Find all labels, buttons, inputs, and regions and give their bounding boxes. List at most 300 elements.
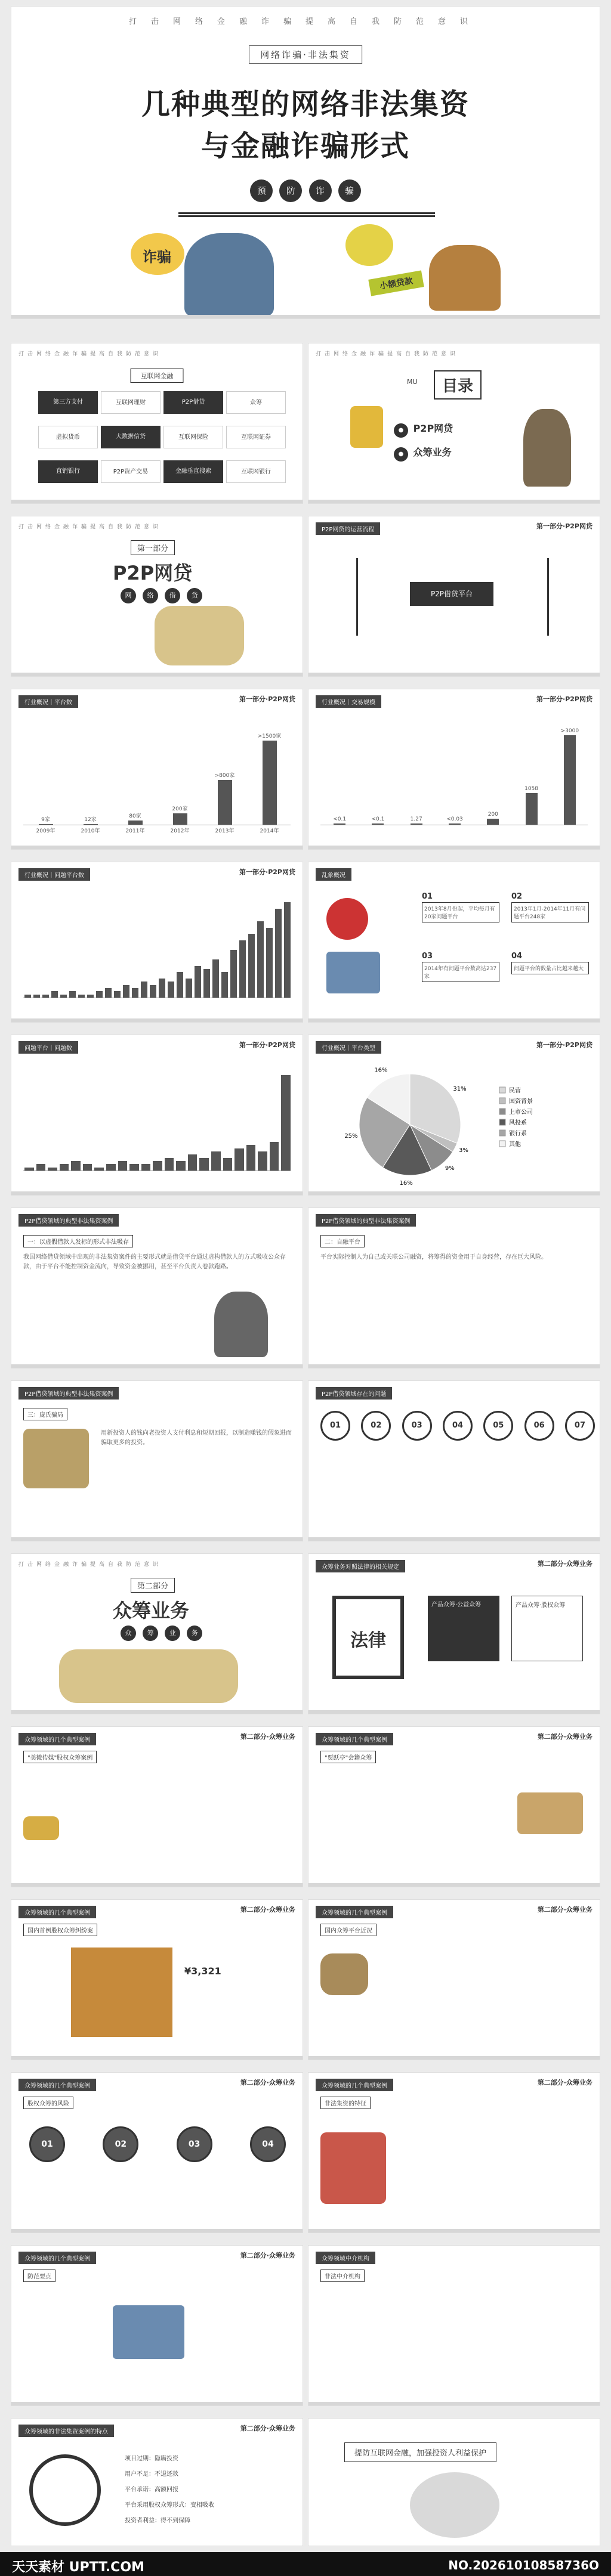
circle-row (320, 1411, 595, 1441)
legend-label: 民营 (509, 1088, 521, 1094)
typical3-sub: 三：庞氏骗局 (23, 1408, 67, 1420)
chart-bar (60, 995, 67, 998)
slide-header-tag: 众筹领域的几个典型案例 (18, 2079, 96, 2091)
platforms-chart-slide (11, 862, 303, 1023)
chart-bar (165, 1158, 174, 1171)
house-coins-icon (517, 1792, 583, 1834)
end-text: 提防互联网金融，加强投资人利益保护 (344, 2442, 496, 2462)
finance-item: 直销银行 (38, 460, 98, 483)
chart-bar (96, 991, 103, 998)
crowd9-item: 项目过期：隐瞒投资 (125, 2456, 178, 2462)
circle-num: 02 (103, 2126, 138, 2162)
chart-bar (123, 985, 129, 998)
risk-text: 2014年有问题平台数高达237家 (422, 962, 499, 982)
chart-bar (411, 823, 422, 825)
chart-bar (223, 1158, 233, 1171)
toc-item-label: P2P网贷 (413, 423, 453, 434)
chart-bar (87, 995, 94, 998)
chart-bar (230, 950, 237, 998)
part2-label: 第二部分 (131, 1578, 175, 1593)
shattered-icon (410, 2472, 499, 2538)
slide-header-tag: 行业概况｜平台类型 (316, 1041, 381, 1054)
pie-chart-slide (308, 1035, 600, 1196)
chart-bar (218, 780, 232, 825)
typical2-slide (308, 1208, 600, 1368)
typical1-slide (11, 1208, 303, 1368)
part-tag: 第一部分·P2P网贷 (536, 522, 593, 530)
chart-bar (195, 966, 201, 998)
chart-bar (33, 995, 40, 998)
toc-item-1 (392, 421, 453, 438)
pill: 防 (279, 179, 302, 202)
part-tag: 第二部分·众筹业务 (240, 2079, 295, 2086)
finance-item: 虚拟货币 (38, 426, 98, 448)
part-tag: 第二部分·众筹业务 (537, 2079, 593, 2086)
risk-item (422, 952, 499, 982)
bar-value-label: 200 (487, 812, 498, 818)
flow-line-left (356, 558, 358, 636)
footer-bar (308, 2229, 600, 2233)
con-man-icon (184, 233, 274, 317)
footer-bar (308, 500, 600, 503)
bar-value-label: 1.27 (410, 816, 422, 822)
p2p-center-box: P2P借贷平台 (410, 582, 493, 606)
bar-value-label: <0.1 (371, 816, 385, 822)
chart-bar (24, 1168, 34, 1171)
chart-bar (94, 1168, 104, 1171)
finance-item: P2P资产交易 (101, 460, 161, 483)
footer-bar (11, 673, 303, 676)
chart-bar (69, 991, 76, 998)
circle-num: 01 (29, 2126, 65, 2162)
crowd6-slide (308, 2072, 600, 2233)
toc-item-label: 众筹业务 (413, 447, 452, 458)
chart-bar (36, 1164, 46, 1171)
pill: 骗 (338, 179, 361, 202)
problem-platform-chart (23, 892, 291, 998)
computer-man-icon (23, 1429, 89, 1488)
cover-title-line1: 几种典型的网络非法集资 (141, 88, 470, 121)
chart-bar (132, 988, 138, 998)
legend-label: 国资背景 (509, 1098, 533, 1105)
slide-header-tag: 行业概况｜平台数 (18, 695, 78, 708)
risk-item (511, 952, 589, 974)
end-slide (308, 2418, 600, 2546)
part1-label: 第一部分 (131, 540, 175, 555)
finance-item: 互联网保险 (163, 426, 223, 448)
risk-item (422, 892, 499, 922)
part-tag: 第二部分·众筹业务 (240, 1906, 295, 1914)
circle-num: 07 (565, 1411, 595, 1441)
part-tag: 第一部分·P2P网贷 (239, 695, 295, 703)
circle-num: 01 (320, 1411, 350, 1441)
angry-face-icon (345, 224, 393, 266)
chart-bar (186, 979, 192, 998)
footer-bar (11, 2229, 303, 2233)
crowd-law-slide (308, 1553, 600, 1714)
pill: 络 (143, 588, 158, 603)
chart-bar (60, 1164, 69, 1171)
footer-bar (11, 500, 303, 503)
pill: 贷 (187, 588, 202, 603)
part1-pill-row (119, 588, 204, 603)
pie-label: 16% (374, 1067, 388, 1074)
crowd9-list (125, 2451, 214, 2529)
chart-bar (334, 823, 345, 825)
slide-header-tag: P2P借贷领域的典型非法集资案例 (316, 1214, 416, 1227)
risk-num: 01 (422, 892, 433, 901)
finance-item: P2P借贷 (163, 391, 223, 414)
pill: 诈 (309, 179, 332, 202)
platform-type-pie (308, 1056, 600, 1193)
part-tag: 第二部分·众筹业务 (240, 2425, 295, 2432)
crowd1-sub: "美微传媒"股权众筹案例 (23, 1751, 97, 1763)
footer-bar (11, 846, 303, 849)
finance-item: 互联网理财 (101, 391, 161, 414)
legend-swatch (499, 1119, 505, 1125)
bar-category-label: 2012年 (170, 828, 190, 834)
crowd6-sub: 非法集资的特征 (320, 2097, 371, 2109)
typical2-text: 平台实际控制人为自己或关联公司融资，将筹得的资金用于自身经营，存在巨大风险。 (320, 1254, 547, 1261)
footer-bar (11, 1018, 303, 1022)
footer-bar (11, 2056, 303, 2060)
bar-value-label: >800家 (214, 773, 235, 779)
risk-info-slide (308, 862, 600, 1023)
part-tag: 第二部分·众筹业务 (240, 2252, 295, 2259)
cover-title-line2: 与金融诈骗形式 (200, 129, 410, 163)
bar-value-label: 9家 (41, 817, 50, 823)
finance-item: 互联网银行 (226, 460, 286, 483)
bar-value-label: 12家 (84, 816, 97, 823)
bar-value-label: 80家 (129, 813, 141, 819)
footer-bar (11, 1537, 303, 1541)
chart-bar (153, 1161, 162, 1171)
risk-text: 2013年1月-2014年11月有问题平台248家 (511, 902, 589, 922)
gold-coin-icon (23, 1816, 59, 1840)
chart-bar (83, 1164, 92, 1171)
footer-bar (308, 1191, 600, 1195)
flow-line-right (547, 558, 549, 636)
cover-bubble-left: 诈骗 (143, 249, 171, 265)
crowd8-slide (308, 2245, 600, 2406)
legend-swatch (499, 1098, 505, 1104)
fraud-scene-icon (155, 606, 244, 665)
legend-swatch (499, 1141, 505, 1147)
chart-bar (141, 1164, 151, 1171)
part2-slide (11, 1553, 303, 1714)
computer-icon (326, 952, 380, 993)
chart-bar (84, 824, 98, 825)
finance-item: 大数据信贷 (101, 426, 161, 448)
slide-header-tag: P2P网贷的运营流程 (316, 522, 380, 535)
crowd2-sub: "贾跃亭"会籍众筹 (320, 1751, 376, 1763)
typical3-slide (11, 1380, 303, 1541)
chart-bar (42, 995, 49, 998)
chart-bar (266, 928, 273, 998)
footer-bar (308, 673, 600, 676)
chart-bar (564, 735, 576, 825)
footer-bar (308, 1018, 600, 1022)
finance-item: 第三方支付 (38, 391, 98, 414)
problem-count-chart (23, 1065, 291, 1171)
crowd1-slide (11, 1726, 303, 1887)
cover-pill-row (11, 179, 600, 202)
crowd9-slide (11, 2418, 303, 2546)
toc-bullet-icon: ● (394, 447, 408, 462)
legend-label: 上市公司 (509, 1109, 533, 1116)
chart-bar (173, 813, 187, 825)
crowd8-sub: 非法中介机构 (320, 2270, 365, 2282)
slide-header-tag: 众筹领域的非法集资案例的特点 (18, 2425, 114, 2437)
computer-icon (113, 2305, 184, 2359)
toc-slide (308, 343, 600, 504)
pill: 务 (187, 1626, 202, 1641)
industry-chart1-slide (11, 689, 303, 850)
crowd9-item: 平台采用股权众筹形式：变相吸收 (125, 2502, 214, 2509)
problems-chart-slide (11, 1035, 303, 1196)
chart-bar (168, 982, 174, 998)
slide-header-tag: 行业概况｜交易规模 (316, 695, 381, 708)
risk-text: 2013年8月份起，平均每月有20家问题平台 (422, 902, 499, 922)
toc-lock-icon (350, 406, 383, 448)
chart-bar (105, 988, 112, 998)
crowd9-item: 用户不足：不退还款 (125, 2471, 178, 2478)
toc-title: 目录 (434, 370, 482, 400)
legend-label: 其他 (509, 1141, 521, 1148)
cover-top-banner: 打击网络金融诈骗提高自我防范意识 (128, 17, 482, 26)
pie-label: 16% (399, 1179, 413, 1187)
bar-value-label: 1058 (524, 786, 539, 792)
risk-num: 03 (422, 952, 433, 961)
pie-label: 9% (445, 1165, 455, 1172)
pie-label: 3% (459, 1147, 468, 1154)
chart-bar (248, 934, 255, 998)
footer-bar (11, 315, 600, 318)
footer-bar (308, 1537, 600, 1541)
chart-bar (176, 1161, 186, 1171)
crowd3-price: ¥3,321 (184, 1965, 221, 1977)
footer-bar (11, 1364, 303, 1368)
circle-num: 04 (250, 2126, 286, 2162)
chart-bar (150, 985, 156, 998)
chart-bar (372, 823, 384, 825)
footer-bar (11, 2402, 303, 2405)
chart-bar (128, 821, 143, 825)
slide-header-tag: 行业概况｜问题平台数 (18, 868, 90, 881)
chart-bar (141, 982, 147, 998)
crowd7-slide (11, 2245, 303, 2406)
chart-bar (281, 1075, 291, 1171)
crowd-cross-icon (29, 2454, 101, 2526)
risk-text: 问题平台的数量占比越来越大 (511, 962, 589, 974)
part1-title: P2P网贷 (113, 562, 193, 584)
chart-bar (78, 995, 85, 998)
slide-header-tag: P2P借贷领域的典型非法集资案例 (18, 1214, 119, 1227)
bar-category-label: 2014年 (260, 828, 279, 834)
footer-bar (11, 1191, 303, 1195)
footer-bar (11, 1883, 303, 1887)
chart-bar (24, 995, 31, 998)
slide-header-tag: 众筹领域的几个典型案例 (316, 1733, 393, 1745)
bar-value-label: >3000 (560, 728, 579, 734)
fraud-scene-icon (59, 1649, 238, 1703)
slide-header-tag: 众筹领域的几个典型案例 (316, 1906, 393, 1918)
slide-header-tag: 众筹领域的几个典型案例 (316, 2079, 393, 2091)
slide-header-tag: 众筹领域的几个典型案例 (18, 2252, 96, 2264)
slide-header-tag: 乱象概况 (316, 868, 351, 881)
crowd3-sub: 国内首例股权众筹纠纷案 (23, 1924, 97, 1936)
footer-bar (308, 1364, 600, 1368)
toc-subtitle: MU (407, 378, 418, 386)
circle-num: 04 (443, 1411, 473, 1441)
typical3-text: 用新投资人的钱向老投资人支付利息和短期回报，以制造赚钱的假象进而骗取更多的投资。 (101, 1430, 292, 1446)
chart-bar (246, 1145, 256, 1171)
thinking-man-icon (214, 1292, 268, 1357)
slide-header-tag: 问题平台｜问题数 (18, 1041, 78, 1054)
slide-header-tag: P2P借贷领域存在的问题 (316, 1387, 392, 1400)
circle-num: 03 (402, 1411, 432, 1441)
pill: 筹 (143, 1626, 158, 1641)
money-bag-icon (326, 898, 368, 940)
legend-swatch (499, 1087, 505, 1093)
chart-bar (177, 972, 183, 998)
bar-value-label: >1500家 (257, 733, 282, 740)
risk-item (511, 892, 589, 922)
legend-label: 银行系 (509, 1131, 527, 1137)
chart-bar (263, 741, 277, 825)
bar-category-label: 2011年 (125, 828, 145, 834)
typical1-text: 我国网络借贷领域中出现的非法集资案件的主要形式就是借贷平台通过虚构借款人的方式吸收公众存款，由于平台不能控制资金流向，导致资金被挪用，甚至平台负责人卷款跑路。 (23, 1254, 286, 1270)
part2-pill-row (119, 1626, 204, 1641)
internet-finance-header: 互联网金融 (131, 369, 184, 383)
law-word: 法律 (332, 1596, 404, 1679)
pie-label: 31% (453, 1086, 467, 1093)
typical2-sub: 二：自融平台 (320, 1235, 365, 1247)
chart-bar (270, 1142, 279, 1171)
legend-swatch (499, 1109, 505, 1114)
chart-bar (106, 1164, 116, 1171)
bar-category-label: 2010年 (81, 828, 100, 834)
crowd5-slide (11, 2072, 303, 2233)
slide-top-banner: 打击网络金融诈骗提高自我防范意识 (18, 351, 162, 357)
pill: 借 (165, 588, 180, 603)
chart-bar (449, 823, 461, 825)
footer-bar (308, 846, 600, 849)
slide-header-tag: 众筹业务对照法律的相关规定 (316, 1560, 405, 1572)
crowd9-item: 平台承诺：高额回报 (125, 2487, 178, 2493)
chart-bar (51, 991, 58, 998)
risk-num: 04 (511, 952, 523, 961)
cover-bubble-right: 小额贷款 (368, 270, 424, 296)
cover-divider (178, 212, 435, 217)
chart-bar (118, 1161, 128, 1171)
chart-bar (234, 1148, 244, 1171)
crowd7-sub: 防范要点 (23, 2270, 55, 2282)
footer-bar (11, 1710, 303, 1714)
part-tag: 第一部分·P2P网贷 (239, 868, 295, 876)
part-tag: 第二部分·众筹业务 (537, 1560, 593, 1568)
crowd4-slide (308, 1899, 600, 2060)
legend-label: 风投系 (509, 1120, 527, 1126)
crowd4-sub: 国内众筹平台近况 (320, 1924, 377, 1936)
law-box-left: 产品众筹·公益众筹 (428, 1596, 499, 1661)
industry-chart2-slide (308, 689, 600, 850)
pill: 众 (121, 1626, 136, 1641)
part-tag: 第二部分·众筹业务 (537, 1733, 593, 1741)
circle-num: 06 (524, 1411, 554, 1441)
part-tag: 第二部分·众筹业务 (537, 1906, 593, 1914)
part-tag: 第一部分·P2P网贷 (239, 1041, 295, 1049)
risk-num: 02 (511, 892, 523, 901)
watermark-right: NO.20261010858736O (448, 2558, 599, 2572)
circle-num: 02 (361, 1411, 391, 1441)
pill: 业 (165, 1626, 180, 1641)
pill: 网 (121, 588, 136, 603)
part-tag: 第二部分·众筹业务 (240, 1733, 295, 1741)
toc-runner-icon (523, 409, 571, 487)
chart-bar (526, 793, 538, 825)
typical4-slide (308, 1380, 600, 1541)
chart-bar (258, 1151, 267, 1171)
crowd3-slide (11, 1899, 303, 2060)
slide-header-tag: P2P借贷领域的典型非法集资案例 (18, 1387, 119, 1400)
chart-bar (239, 940, 246, 998)
chart-bar (199, 1158, 209, 1171)
footer-bar (308, 1883, 600, 1887)
slide-top-banner: 打击网络金融诈骗提高自我防范意识 (18, 1562, 162, 1568)
chart-bar (211, 1151, 221, 1171)
slide-top-banner: 打击网络金融诈骗提高自我防范意识 (18, 524, 162, 530)
legend-swatch (499, 1130, 505, 1136)
laptop-woman-icon (320, 2132, 386, 2204)
footer-bar (308, 2056, 600, 2060)
bar-value-label: <0.03 (446, 816, 463, 822)
chart-bar (188, 1154, 198, 1171)
internet-finance-slide (11, 343, 303, 504)
chart-bar (275, 909, 282, 998)
chart-bar (487, 819, 499, 825)
platform-bar-chart (23, 725, 291, 834)
crowd5-sub: 股权众筹的风险 (23, 2097, 73, 2109)
chart-bar (221, 972, 228, 998)
part2-title: 众筹业务 (113, 1599, 190, 1622)
chart-bar (48, 1168, 57, 1171)
toc-bullet-icon: ● (394, 423, 408, 438)
chart-bar (114, 991, 121, 998)
chart-bar (39, 824, 53, 825)
slide-header-tag: 众筹领域中介机构 (316, 2252, 375, 2264)
chart-bar (159, 979, 165, 998)
cover-subtitle-box: 网络诈骗·非法集资 (249, 45, 362, 64)
handshake-icon (320, 1953, 368, 1995)
dog-photo (71, 1948, 172, 2037)
watermark-left: 天天素材 UPTT.COM (12, 2560, 144, 2575)
part-tag: 第一部分·P2P网贷 (536, 695, 593, 703)
part-tag: 第一部分·P2P网贷 (536, 1041, 593, 1049)
finance-item: 互联网证券 (226, 426, 286, 448)
bar-category-label: 2009年 (36, 828, 55, 834)
chart-bar (203, 969, 210, 998)
pie-label: 25% (344, 1133, 358, 1140)
chart-bar (284, 902, 291, 998)
victim-icon (429, 245, 501, 311)
footer-bar (308, 2402, 600, 2405)
toc-item-2 (392, 445, 452, 462)
slide-header-tag: 众筹领域的几个典型案例 (18, 1906, 96, 1918)
part1-slide (11, 516, 303, 677)
finance-item: 众筹 (226, 391, 286, 414)
volume-bar-chart (320, 725, 588, 825)
